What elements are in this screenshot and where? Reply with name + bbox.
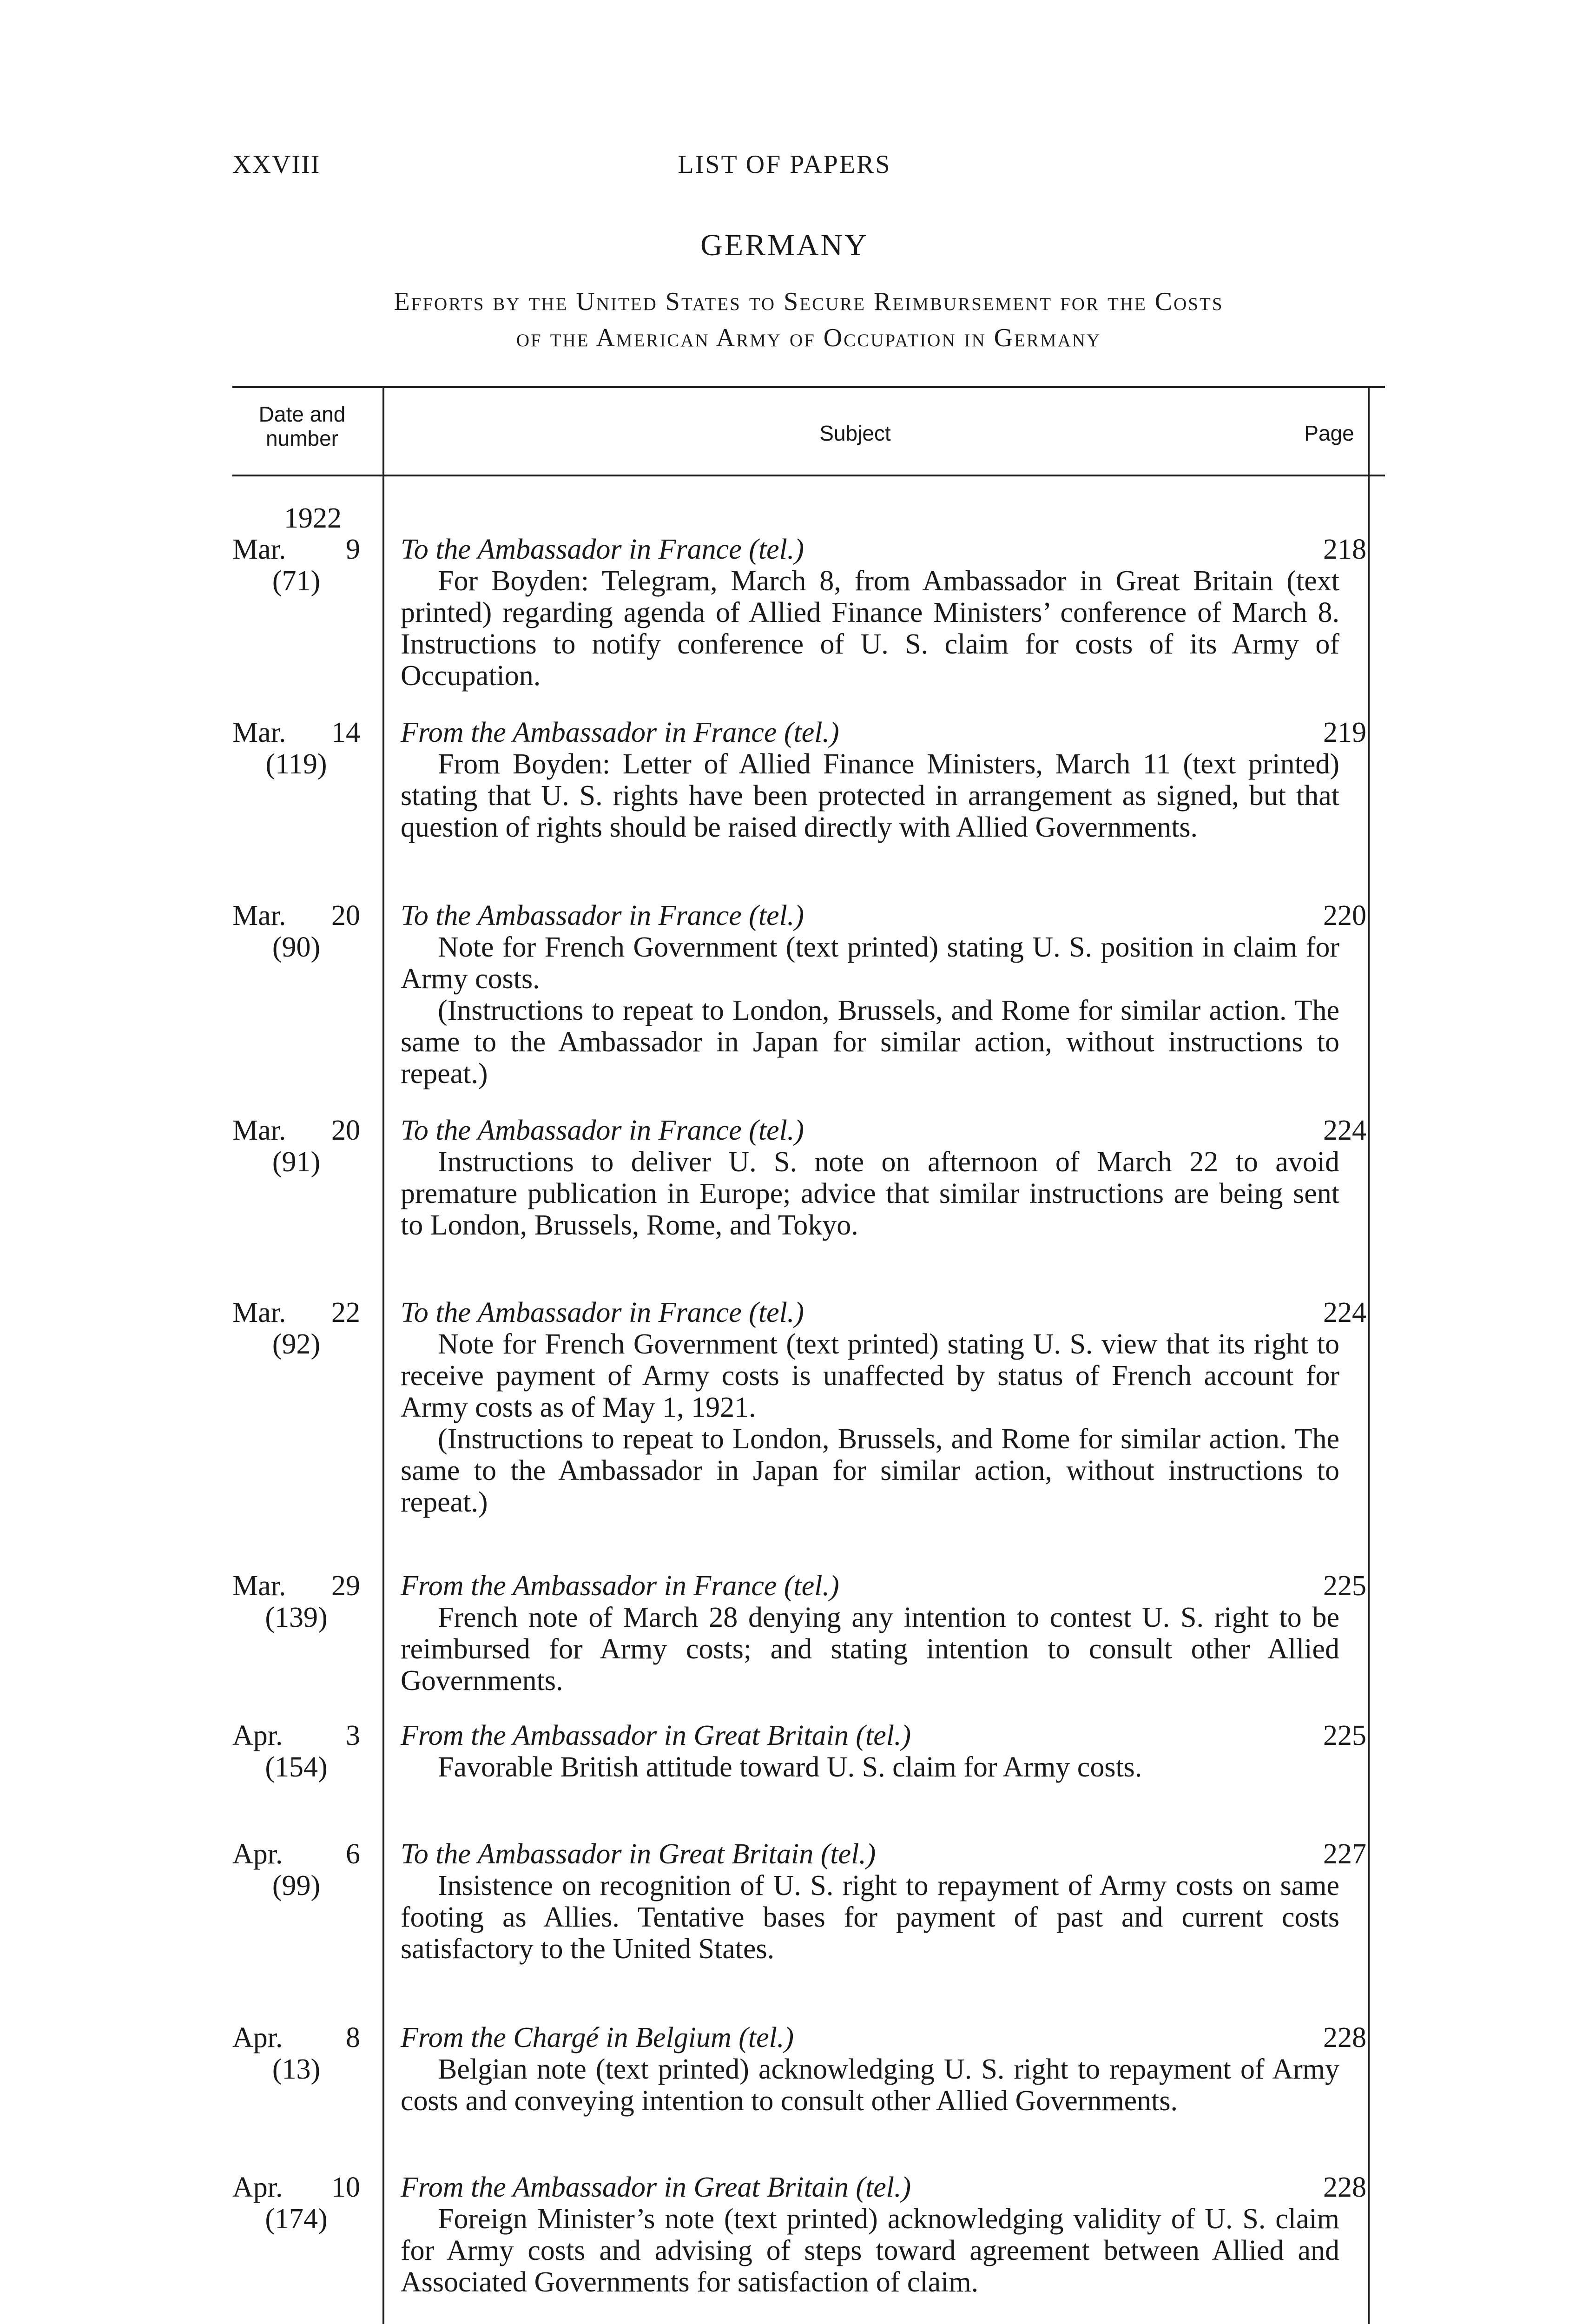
entry-body: From Boyden: Letter of Allied Finance Ministers, March 11 (text printed) stating that U. S. rights have been protected in arrangement as signed, but that question of rights should be raised directly with Allied Governments. [401, 748, 1339, 843]
entry-subject [401, 1838, 1339, 1965]
year-label: 1922 [284, 502, 342, 534]
entry-page: 225 [1323, 1720, 1366, 1751]
entry-title: To the Ambassador in France (tel.) [401, 900, 804, 931]
entry-subject [401, 1720, 1339, 1783]
entry-date [232, 717, 360, 780]
entry-page: 224 [1323, 1115, 1366, 1146]
entry-body: Note for French Government (text printed) stating U. S. position in claim for Army costs. [401, 931, 1339, 995]
column-header-page: Page [1304, 421, 1354, 445]
entry-page: 220 [1323, 900, 1366, 931]
entry-month: Apr. [232, 2022, 283, 2053]
column-divider-date [382, 386, 384, 2324]
entry-body: Insistence on recognition of U. S. right to repayment of Army costs on same footing as Allies. Tentative bases for payment of past and current costs satisfactory to the United States. [401, 1870, 1339, 1965]
entry-number: (13) [272, 2053, 321, 2085]
entry-number: (119) [265, 748, 327, 780]
entry-body: Favorable British attitude toward U. S. claim for Army costs. [438, 1751, 1142, 1783]
entry-subject [401, 1115, 1339, 1241]
entry-month: Apr. [232, 1838, 283, 1870]
section-title-line-1: Efforts by the United States to Secure Reimbursement for the Costs [394, 287, 1224, 316]
entry-body: Instructions to deliver U. S. note on afternoon of March 22 to avoid premature publication in Europe; advice that similar instructions are being sent to London, Brussels, Rome, and Tokyo. [401, 1146, 1339, 1241]
entry-number: (174) [265, 2203, 328, 2235]
entry-number: (91) [272, 1146, 321, 1178]
entry-day: 10 [331, 2172, 360, 2203]
entry-subject [401, 1297, 1339, 1518]
entry-date [232, 1297, 360, 1360]
entry-page: 224 [1323, 1297, 1366, 1328]
entry-title: From the Ambassador in France (tel.) [401, 717, 839, 748]
entry-day: 14 [331, 717, 360, 748]
entry-page: 219 [1323, 717, 1366, 748]
entry-month: Mar. [232, 1297, 286, 1328]
entry-number: (71) [272, 565, 321, 597]
entry-number: (92) [272, 1328, 321, 1360]
entry-subject [401, 2022, 1339, 2117]
entry-subject [401, 900, 1339, 1089]
entry-date [232, 1838, 360, 1901]
entry-page: 225 [1323, 1570, 1366, 1602]
entry-title: To the Ambassador in Great Britain (tel.) [401, 1838, 876, 1870]
entry-day: 29 [331, 1570, 360, 1602]
entry-subject [401, 717, 1339, 843]
entry-number: (99) [272, 1870, 321, 1901]
entry-month: Mar. [232, 717, 286, 748]
entry-date [232, 1720, 360, 1783]
entry-date [232, 2022, 360, 2085]
entry-date [232, 534, 360, 597]
entry-date [232, 1570, 360, 1633]
entry-day: 3 [346, 1720, 360, 1751]
column-header-subject: Subject [819, 421, 891, 445]
entry-body: French note of March 28 denying any intention to contest U. S. right to be reimbursed for Army costs; and stating intention to consult other Allied Governments. [401, 1602, 1339, 1697]
entry-body: For Boyden: Telegram, March 8, from Ambassador in Great Britain (text printed) regarding agenda of Allied Finance Ministers’ conference of March 8. Instructions to notify conference of U. S. claim for costs of its Army of Occupation. [401, 565, 1339, 692]
page-header [232, 150, 1337, 187]
entry-day: 20 [331, 900, 360, 931]
section-title [232, 284, 1385, 356]
papers-table [232, 386, 1385, 480]
entry-page: 218 [1323, 534, 1366, 565]
entry-month: Mar. [232, 534, 286, 565]
entry-page: 227 [1323, 1838, 1366, 1870]
entry-body: Foreign Minister’s note (text printed) acknowledging validity of U. S. claim for Army costs and advising of steps toward agreement between Allied and Associated Governments for satisfaction of claim. [401, 2203, 1339, 2298]
entry-title: From the Ambassador in France (tel.) [401, 1570, 839, 1602]
entry-body: Belgian note (text printed) acknowledging U. S. right to repayment of Army costs and conveying intention to consult other Allied Governments. [401, 2053, 1339, 2117]
entry-title: To the Ambassador in France (tel.) [401, 1115, 804, 1146]
entry-month: Apr. [232, 2172, 283, 2203]
section-title-line-2: of the American Army of Occupation in Germany [516, 324, 1101, 352]
country-heading: GERMANY [700, 228, 869, 262]
entry-title: From the Ambassador in Great Britain (tel.) [401, 2172, 911, 2203]
entry-date [232, 2172, 360, 2235]
entry-subject [401, 1570, 1339, 1697]
page-number: XXVIII [232, 150, 321, 179]
entry-day: 8 [346, 2022, 360, 2053]
entry-month: Apr. [232, 1720, 283, 1751]
entry-subject [401, 2172, 1339, 2298]
entry-day: 6 [346, 1838, 360, 1870]
entry-title: To the Ambassador in France (tel.) [401, 534, 804, 565]
entry-title: From the Chargé in Belgium (tel.) [401, 2022, 794, 2053]
entry-page: 228 [1323, 2022, 1366, 2053]
entry-month: Mar. [232, 1570, 286, 1602]
entry-body: Note for French Government (text printed) stating U. S. view that its right to receive payment of Army costs is unaffected by status of French account for Army costs as of May 1, 1921. [401, 1328, 1339, 1423]
entry-title: To the Ambassador in France (tel.) [401, 1297, 804, 1328]
entry-note: (Instructions to repeat to London, Brussels, and Rome for similar action. The same to the Ambassador in Japan for similar action, without instructions to repeat.) [401, 995, 1339, 1089]
entry-date [232, 1115, 360, 1178]
entry-number: (139) [265, 1602, 328, 1633]
entry-number: (154) [265, 1751, 328, 1783]
entry-month: Mar. [232, 900, 286, 931]
column-headers [232, 388, 1385, 480]
entry-day: 20 [331, 1115, 360, 1146]
header-rule [232, 475, 1385, 476]
entry-subject [401, 534, 1339, 692]
entry-date [232, 900, 360, 963]
running-head: LIST OF PAPERS [678, 150, 891, 179]
column-header-date: Date and number [258, 402, 346, 450]
entry-note: (Instructions to repeat to London, Brussels, and Rome for similar action. The same to the Ambassador in Japan for similar action, without instructions to repeat.) [401, 1423, 1339, 1518]
entry-page: 228 [1323, 2172, 1366, 2203]
entry-day: 22 [331, 1297, 360, 1328]
entry-number: (90) [272, 931, 321, 963]
entry-month: Mar. [232, 1115, 286, 1146]
entry-day: 9 [346, 534, 360, 565]
entry-title: From the Ambassador in Great Britain (tel.) [401, 1720, 911, 1751]
